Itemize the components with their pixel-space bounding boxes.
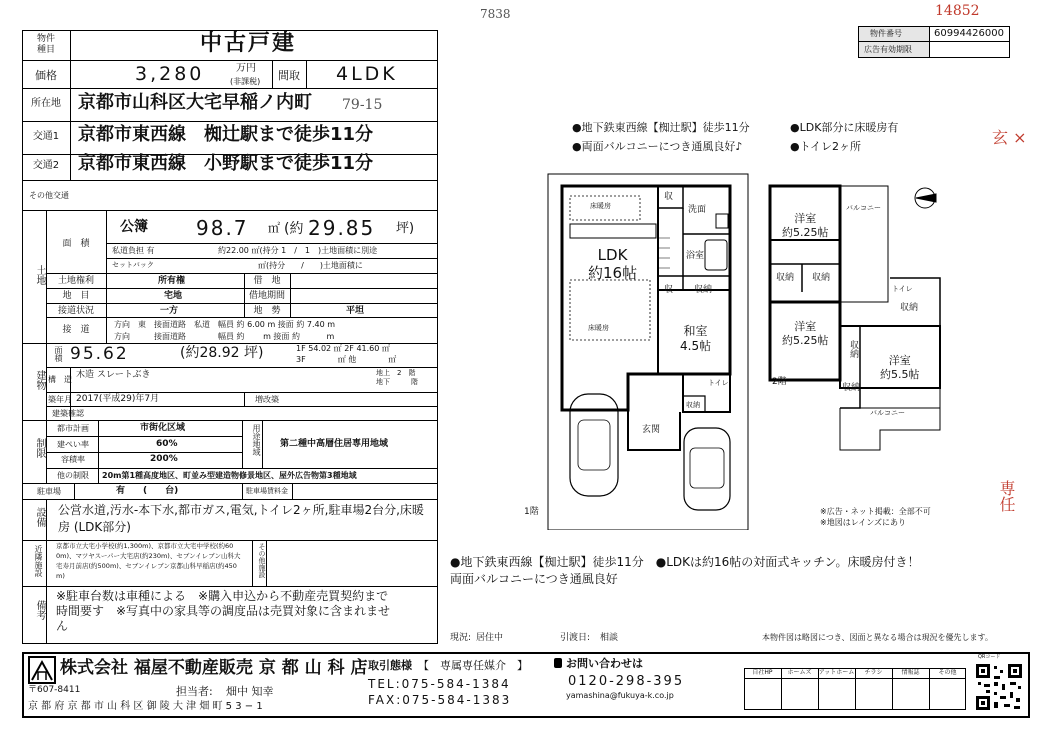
fp-storage-5: 収納 [776, 273, 795, 283]
borrow-label: 借 地 [253, 276, 281, 286]
fp-washroom: 洗面 [688, 205, 707, 215]
built-label: 築年月 [48, 395, 72, 404]
structure-value: 木造 スレートぶき [76, 370, 151, 380]
handwritten-address-suffix: 79-15 [342, 97, 383, 113]
deal-label: 取引態様 [368, 659, 412, 672]
company-logo-icon [28, 656, 56, 684]
terrain-label: 地 勢 [253, 306, 281, 316]
ad-valid-label: 広告有効期限 [864, 45, 912, 54]
remarks-line-2: 時間要す ※写真中の家具等の調度品は売買対象に含まれませ [56, 604, 391, 618]
land-tsubo-unit: 坪) [396, 221, 415, 236]
current-status-label: 現況: [450, 633, 472, 643]
fp-first-floor: 1階 [524, 507, 539, 517]
built-value: 2017(平成29)年7月 [76, 394, 160, 404]
nearby-line-4: m) [56, 572, 65, 580]
media-6: その他 [938, 669, 957, 676]
handover-label: 引渡日: [560, 633, 591, 643]
fp-yoshitsu-2: 洋室 約5.25帖 [782, 320, 829, 347]
deal-value: 【 専属専任媒介 】 [418, 659, 528, 672]
bullet-top-1: ●地下鉄東西線【椥辻駅】徒歩11分 [572, 121, 750, 134]
nearby-line-2: 0m)、マツヤスーパー大宅店(約230m)、セブンイレブン山科大 [56, 552, 241, 560]
company-email: yamashina@fukuya-k.co.jp [566, 691, 674, 700]
terrain-value: 平坦 [346, 306, 365, 316]
fp-storage-2: 収 [664, 285, 674, 295]
parking-label: 駐車場 [37, 487, 61, 496]
media-2: ホームズ [787, 669, 812, 676]
road-label: 接 道 [62, 325, 90, 335]
other-restriction-label: 他の制限 [57, 471, 89, 480]
media-4: チラシ [864, 669, 883, 676]
property-type-label: 物件 種目 [36, 34, 55, 55]
fp-yoshitsu-1: 洋室 約5.25帖 [782, 212, 829, 239]
nearby-label: 近隣施設 [34, 545, 43, 577]
transport1-label: 交通1 [32, 131, 60, 142]
land-koubo: 公簿 [120, 219, 148, 235]
parking-value: 有 ( 台) [116, 486, 179, 496]
property-no-label: 物件番号 [870, 29, 902, 38]
handwritten-right-mark: 玄 × [992, 128, 1027, 147]
transport2-value: 京都市東西線 小野駅まで徒歩11分 [78, 153, 374, 174]
private-road: 私道負担 有 [112, 246, 155, 255]
fp-storage-8: 収納 [848, 340, 858, 358]
contact-label: お問い合わせは [566, 657, 643, 670]
fp-toilet-2: トイレ [892, 285, 913, 293]
property-type: 中古戸建 [200, 31, 297, 56]
property-no-value: 60994426000 [934, 28, 1004, 39]
company-address: 京 都 府 京 都 市 山 科 区 御 陵 大 津 畑 町 5 3 − 1 [28, 701, 263, 712]
fp-floor-heat-1: 床暖房 [590, 202, 611, 210]
other-facility-label: その他施設 [258, 543, 266, 578]
fp-entrance: 玄関 [642, 425, 661, 435]
handover-value: 相談 [600, 633, 619, 643]
disclaimer: 本物件図は略図につき、図面と異なる場合は現況を優先します。 [762, 633, 993, 642]
other-transport-label: その他交通 [29, 191, 69, 200]
current-status: 居住中 [476, 633, 504, 643]
road-detail: 方向 東 接面道路 私道 幅員 約 6.00 m 接面 約 7.40 m [114, 320, 336, 329]
chimoku-value: 宅地 [164, 291, 183, 301]
land-area-label: 面 積 [62, 239, 90, 249]
facilities-value: 公営水道,汚水-本下水,都市ガス,電気,トイレ2ヶ所,駐車場2台分,床暖房 (LDK部分) [58, 503, 424, 534]
use-label: 用途地域 [252, 424, 261, 456]
structure-label: 構 造 [48, 375, 72, 384]
layout-value: 4LDK [336, 63, 398, 85]
handwritten-top-right: 14852 [935, 3, 980, 19]
land-tsubo-prefix: (約 [284, 221, 304, 237]
fp-storage-3: 収納 [694, 285, 713, 295]
company-zip: 〒607-8411 [28, 685, 81, 695]
confirm-label: 建築確認 [52, 409, 84, 418]
coverage-label: 建ぺい率 [57, 440, 89, 449]
setback-area: ㎡(持分 / )土地面積に [258, 261, 363, 270]
bullet-bottom-1: ●地下鉄東西線【椥辻駅】徒歩11分 ●LDKは約16帖の対面式キッチン。床暖房付き！ [450, 555, 920, 569]
bullet-top-3: ●両面バルコニーにつき通風良好♪ [572, 140, 743, 153]
fp-floor-heat-2: 床暖房 [588, 324, 609, 332]
layout-label: 間取 [278, 69, 300, 82]
fp-storage-7: 収納 [900, 303, 919, 313]
fp-storage-4: 収納 [686, 401, 700, 409]
chimoku-label: 地 目 [62, 291, 90, 301]
city-plan-label: 都市計画 [57, 424, 89, 433]
fp-storage-9: 収納 [842, 383, 861, 393]
city-plan-value: 市街化区域 [140, 423, 186, 433]
floorplan-drawing [540, 160, 960, 530]
person-label: 担当者: [176, 685, 213, 698]
building-area-tsubo: (約28.92 坪) [180, 345, 264, 361]
building-area-label: 面積 [54, 346, 63, 362]
qr-code [974, 662, 1024, 712]
remarks-label: 備考 [34, 600, 45, 620]
price-label: 価格 [35, 69, 57, 82]
land-area-tsubo: 29.85 [308, 216, 376, 240]
building-area-m2: 95.62 [70, 344, 129, 364]
phone-icon [554, 658, 562, 668]
land-section-label: 土地 [34, 265, 45, 285]
address-value: 京都市山科区大宅早稲ノ内町 [78, 92, 312, 113]
borrow-period-label: 借地期間 [248, 291, 285, 301]
floors-label: 地上 2 階 地下 階 [376, 369, 418, 386]
building-floors-area2: 3F ㎡ 他 ㎡ [296, 355, 397, 364]
address-label: 所在地 [31, 98, 61, 109]
far-label: 容積率 [61, 455, 85, 464]
bullet-bottom-2: 両面バルコニーにつき通風良好 [450, 572, 618, 586]
remarks-line-3: ん [56, 619, 69, 633]
fp-balcony-2: バルコニー [870, 409, 905, 417]
fp-yoshitsu-3: 洋室 約5.5帖 [880, 354, 920, 381]
rights-label: 土地権利 [57, 276, 94, 286]
free-dial: 0120-298-395 [568, 674, 685, 689]
road-detail2: 方向 接面道路 幅員 約 m 接面 約 m [114, 332, 335, 341]
land-area-m2: 98.7 [196, 216, 249, 240]
restrictions-section-label: 制限 [34, 438, 45, 458]
handwritten-number: 7838 [480, 7, 511, 21]
person-name: 畑中 知幸 [226, 685, 274, 698]
qr-caption: QRコード [978, 654, 1001, 660]
note-right-1: ※広告・ネット掲載：全部不可 [820, 507, 931, 516]
price-unit: 万円 [236, 63, 256, 74]
fp-bath: 浴室 [686, 251, 705, 261]
nearby-line-3: 宅寿月前店(約500m)、セブンイレブン京都山科早稲店(約450 [56, 562, 237, 570]
road-status-label: 接道状況 [57, 306, 94, 316]
handwritten-right-mark2: 専任 [997, 480, 1016, 512]
company-tel: TEL:075-584-1384 [368, 677, 511, 691]
bullet-top-2: ●LDK部分に床暖房有 [790, 121, 899, 134]
rights-value: 所有権 [158, 276, 186, 286]
building-section-label: 建物 [34, 370, 45, 390]
fp-toilet-1: トイレ [708, 379, 729, 387]
coverage-value: 60% [156, 439, 178, 449]
fp-ldk: LDK 約16帖 [588, 246, 638, 282]
company-fax: FAX:075-584-1383 [368, 693, 512, 707]
use-value: 第二種中高層住居専用地域 [280, 439, 389, 449]
private-road-area: 約22.00 ㎡(持分 1 / 1 )土地面積に別途 [218, 246, 378, 255]
fp-balcony-1: バルコニー [846, 204, 881, 212]
reform-label: 増改築 [255, 395, 279, 404]
far-value: 200% [150, 454, 178, 464]
fp-storage-6: 収納 [812, 273, 831, 283]
media-1: 自社HP [752, 669, 773, 676]
setback: セットバック [112, 261, 154, 269]
price-value: 3,280 [135, 63, 205, 85]
transport2-label: 交通2 [32, 160, 60, 171]
fp-second-floor: 2階 [772, 377, 787, 387]
fp-washitsu: 和室 4.5帖 [680, 324, 712, 353]
note-right-2: ※地図はレインズにあり [820, 518, 907, 527]
facilities-label: 設備 [34, 507, 45, 527]
media-3: アットホーム [818, 669, 855, 676]
other-restriction-value: 20m第1種高度地区、町並み型建造物修景地区、屋外広告物第3種地域 [102, 471, 357, 480]
parking-fee-label: 駐車場賃料金 [246, 487, 288, 495]
media-5: 情報誌 [901, 669, 920, 676]
transport1-value: 京都市東西線 椥辻駅まで徒歩11分 [78, 124, 374, 145]
fp-storage-1: 収 [664, 192, 674, 202]
remarks-line-1: ※駐車台数は車種による ※購入申込から不動産売買契約まで [56, 589, 389, 603]
nearby-line-1: 京都市立大宅小学校(約1,300m)、京都市立大宅中学校(約60 [56, 542, 234, 550]
price-tax: (非課税) [230, 77, 261, 86]
bullet-top-4: ●トイレ2ヶ所 [790, 140, 862, 153]
building-floors-area: 1F 54.02 ㎡ 2F 41.60 ㎡ [296, 344, 390, 353]
road-status-value: 一方 [160, 306, 179, 316]
company-name: 株式会社 福屋不動産販売 京 都 山 科 店 [60, 658, 368, 678]
land-m2-unit: ㎡ [268, 221, 281, 235]
